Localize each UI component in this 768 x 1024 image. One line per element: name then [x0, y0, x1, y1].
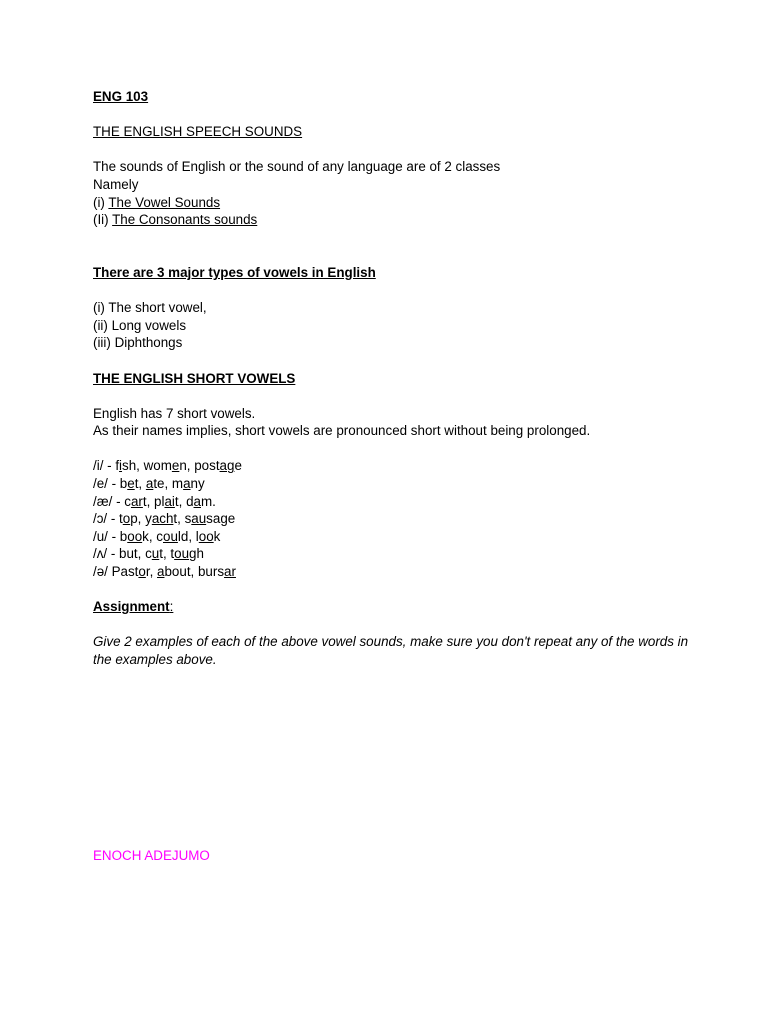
example-text: /æ/ - c — [93, 493, 131, 509]
vowel-highlight: ar — [224, 564, 236, 580]
assignment-label: Assignment — [93, 599, 170, 615]
class-item-vowels — [93, 194, 693, 212]
vowel-example-line — [93, 563, 693, 581]
example-text: /e/ - b — [93, 476, 128, 492]
example-text: m. — [200, 493, 216, 509]
example-text: /i/ - f — [93, 458, 120, 474]
vowel-example-line — [93, 528, 693, 546]
class-item-consonants — [93, 211, 693, 229]
vowel-examples-list — [93, 457, 693, 580]
vowel-highlight: ai — [164, 493, 175, 509]
example-text: sh, wom — [122, 458, 172, 474]
class-label: The Consonants sounds — [112, 212, 258, 228]
vowel-highlight: a — [183, 476, 191, 492]
example-text: /u/ - b — [93, 528, 128, 544]
vowel-highlight: ou — [163, 528, 178, 544]
example-text: gh — [189, 546, 204, 562]
vowel-example-line — [93, 475, 693, 493]
vowel-highlight: oo — [127, 528, 143, 544]
vowel-highlight: ar — [130, 493, 143, 509]
example-text: /ʌ/ - but, c — [93, 546, 152, 562]
example-text: te, m — [153, 476, 184, 492]
example-text: t, d — [174, 493, 194, 509]
example-text: sage — [206, 511, 236, 527]
short-vowels-heading: THE ENGLISH SHORT VOWELS — [93, 370, 296, 386]
example-text: p, y — [130, 511, 152, 527]
example-text: n, post — [179, 458, 220, 474]
vowel-highlight: i — [119, 458, 123, 474]
class-marker: (i) — [93, 194, 109, 210]
intro-sentence: The sounds of English or the sound of any language are of 2 classes — [93, 159, 501, 175]
assignment-colon: : — [169, 599, 174, 615]
class-marker: (Ii) — [93, 212, 113, 228]
vowel-type-item: (i) The short vowel, — [93, 300, 207, 316]
class-label: The Vowel Sounds — [108, 194, 221, 210]
vowel-highlight: a — [193, 493, 201, 509]
vowel-highlight: ag — [219, 458, 235, 474]
vowel-highlight: o — [138, 564, 146, 580]
vowel-highlight: a — [145, 476, 154, 492]
vowel-highlight: au — [191, 511, 207, 527]
assignment-heading — [93, 598, 693, 616]
vowel-highlight: oo — [198, 528, 214, 544]
author-name: ENOCH ADEJUMO — [93, 848, 210, 863]
vowel-example-line — [93, 545, 693, 563]
example-text: e — [234, 458, 242, 474]
document-title: THE ENGLISH SPEECH SOUNDS — [93, 124, 303, 140]
vowel-highlight: ou — [174, 546, 190, 562]
vowel-highlight: o — [122, 511, 131, 527]
example-text: k, c — [142, 528, 163, 544]
vowel-example-line — [93, 510, 693, 528]
assignment-text: Give 2 examples of each of the above vowel sounds, make sure you don't repeat any of the words in the examples above. — [93, 634, 689, 667]
example-text: /ə/ Past — [93, 564, 139, 580]
intro-namely: Namely — [93, 176, 139, 192]
example-text: r, — [145, 564, 158, 580]
vowel-type-item: (ii) Long vowels — [93, 317, 187, 333]
example-text: t, s — [173, 511, 192, 527]
short-vowels-line: As their names implies, short vowels are pronounced short without being prolonged. — [93, 423, 591, 439]
vowel-highlight: a — [157, 564, 165, 580]
example-text: bout, burs — [164, 564, 225, 580]
document-body — [93, 88, 693, 669]
short-vowels-line: English has 7 short vowels. — [93, 405, 256, 421]
example-text: /ɔ/ - t — [93, 511, 123, 527]
vowel-example-line — [93, 457, 693, 475]
example-text: t, t — [159, 546, 175, 562]
vowel-highlight: e — [171, 458, 180, 474]
vowel-highlight: ach — [151, 511, 174, 527]
example-text: t, pl — [142, 493, 165, 509]
example-text: t, — [134, 476, 146, 492]
vowel-highlight: e — [127, 476, 135, 492]
example-text: ny — [190, 476, 205, 492]
course-code: ENG 103 — [93, 89, 149, 104]
vowel-type-item: (iii) Diphthongs — [93, 335, 183, 351]
vowel-types-heading: There are 3 major types of vowels in English — [93, 264, 376, 280]
vowel-example-line — [93, 493, 693, 511]
example-text: ld, l — [177, 528, 199, 544]
example-text: k — [213, 528, 221, 544]
vowel-highlight: u — [151, 546, 160, 562]
